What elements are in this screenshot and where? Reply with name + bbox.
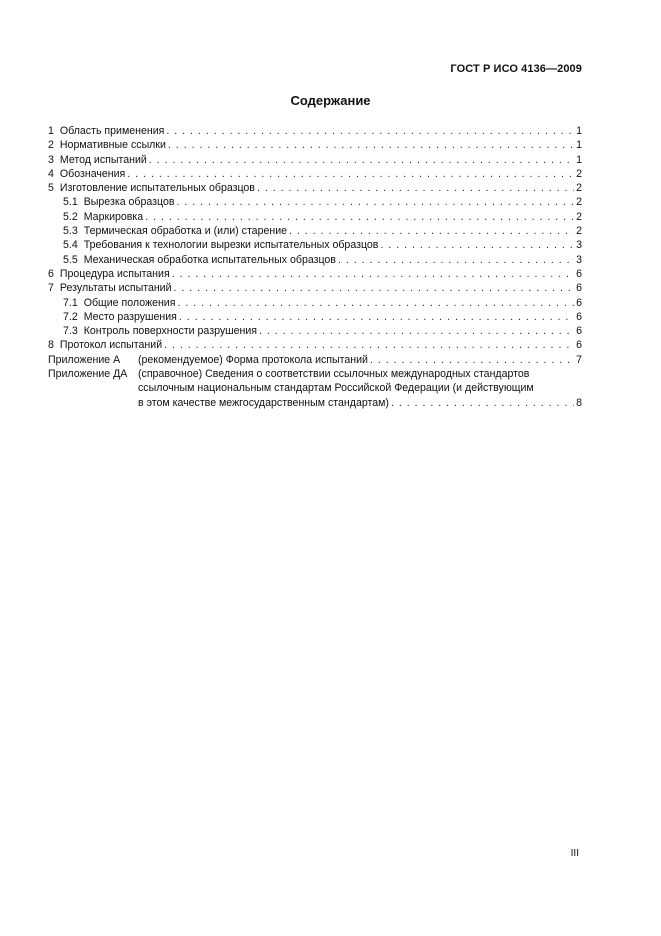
toc-entry-label: Результаты испытаний xyxy=(59,282,172,295)
table-of-contents xyxy=(48,124,582,410)
dot-leader xyxy=(145,210,574,224)
toc-entry-page: 6 xyxy=(576,325,582,338)
toc-entry-label: Общие положения xyxy=(83,296,176,309)
appendix-title-line: в этом качестве межгосударственным стандартам) xyxy=(138,396,389,409)
toc-entry-number: 3 xyxy=(48,153,54,166)
toc-entry-number: 1 xyxy=(48,125,54,137)
toc-entry-number: 5.2 xyxy=(63,210,78,223)
toc-entry-number: 5.1 xyxy=(63,196,78,209)
toc-entry-number: 7.3 xyxy=(63,325,78,338)
toc-entry[interactable] xyxy=(48,181,582,195)
toc-entry-page: 1 xyxy=(576,139,582,152)
toc-entry-page: 2 xyxy=(576,182,582,195)
toc-entry-number: 2 xyxy=(48,139,54,152)
toc-entry[interactable] xyxy=(48,253,582,267)
toc-entry-label: Нормативные ссылки xyxy=(59,139,166,152)
dot-leader xyxy=(289,224,574,238)
toc-entry[interactable] xyxy=(48,153,582,167)
toc-entry-label: Изготовление испытательных образцов xyxy=(59,182,255,195)
toc-entry-label: Место разрушения xyxy=(83,310,177,323)
toc-entry-number: 5.3 xyxy=(63,225,78,238)
dot-leader xyxy=(370,353,574,367)
dot-leader xyxy=(127,167,574,181)
dot-leader xyxy=(174,281,575,295)
dot-leader xyxy=(149,153,574,167)
toc-appendix-entry[interactable] xyxy=(48,353,582,367)
toc-entry-page: 6 xyxy=(576,267,582,280)
toc-entry-page: 6 xyxy=(576,339,582,352)
toc-entry[interactable] xyxy=(48,296,582,310)
dot-leader xyxy=(338,253,574,267)
toc-entry-number: 5.4 xyxy=(63,239,78,252)
dot-leader xyxy=(179,310,574,324)
toc-title: Содержание xyxy=(290,93,371,108)
toc-entry[interactable] xyxy=(48,238,582,252)
toc-entry-label: Метод испытаний xyxy=(59,153,147,166)
toc-entry-page: 1 xyxy=(576,153,582,166)
toc-entry-number: 5 xyxy=(48,182,54,195)
toc-entry-label: Термическая обработка и (или) старение xyxy=(83,225,288,238)
document-code: ГОСТ Р ИСО 4136—2009 xyxy=(450,63,582,75)
toc-entry-number: 4 xyxy=(48,167,54,180)
toc-entry[interactable] xyxy=(48,167,582,181)
toc-entry-label: Контроль поверхности разрушения xyxy=(83,325,258,338)
dot-leader xyxy=(166,124,574,138)
appendix-label: Приложение А xyxy=(48,353,121,366)
dot-leader xyxy=(168,138,574,152)
toc-appendix-entry[interactable] xyxy=(48,367,582,410)
toc-entry-label: Протокол испытаний xyxy=(59,339,163,352)
appendix-title-line: (рекомендуемое) Форма протокола испытаний xyxy=(138,353,368,366)
appendix-title-line: (справочное) Сведения о соответствии ссылочных международных стандартов xyxy=(138,368,530,381)
toc-entry-label: Требования к технологии вырезки испытательных образцов xyxy=(83,239,379,252)
toc-entry-label: Механическая обработка испытательных образцов xyxy=(83,253,336,266)
toc-entry[interactable] xyxy=(48,310,582,324)
dot-leader xyxy=(380,238,574,252)
toc-entry-label: Маркировка xyxy=(83,210,144,223)
toc-entry-page: 2 xyxy=(576,196,582,209)
toc-entry-page: 6 xyxy=(576,282,582,295)
appendix-page: 7 xyxy=(576,353,582,366)
toc-entry-page: 3 xyxy=(576,253,582,266)
toc-entry[interactable] xyxy=(48,210,582,224)
appendix-title-line: ссылочным национальным стандартам Российской Федерации (и действующим xyxy=(138,382,534,395)
toc-entry[interactable] xyxy=(48,338,582,352)
dot-leader xyxy=(176,195,574,209)
toc-entry-page: 2 xyxy=(576,225,582,238)
toc-entry[interactable] xyxy=(48,138,582,152)
appendix-label: Приложение ДА xyxy=(48,368,128,381)
toc-entry-label: Процедура испытания xyxy=(59,267,170,280)
toc-entry[interactable] xyxy=(48,124,582,138)
toc-entry-number: 6 xyxy=(48,267,54,280)
dot-leader xyxy=(177,296,574,310)
toc-entry-page: 2 xyxy=(576,210,582,223)
toc-entry-page: 3 xyxy=(576,239,582,252)
toc-entry[interactable] xyxy=(48,195,582,209)
page-number: III xyxy=(570,848,579,859)
toc-entry-page: 6 xyxy=(576,296,582,309)
dot-leader xyxy=(257,181,574,195)
toc-entry[interactable] xyxy=(48,267,582,281)
appendix-page: 8 xyxy=(576,396,582,409)
dot-leader xyxy=(391,396,574,410)
toc-entry[interactable] xyxy=(48,281,582,295)
toc-entry[interactable] xyxy=(48,324,582,338)
toc-entry-number: 8 xyxy=(48,339,54,352)
toc-entry-page: 2 xyxy=(576,167,582,180)
dot-leader xyxy=(172,267,574,281)
toc-entry-number: 7.2 xyxy=(63,310,78,323)
toc-entry-label: Область применения xyxy=(59,125,165,137)
toc-entry-label: Обозначения xyxy=(59,167,126,180)
dot-leader xyxy=(164,338,574,352)
toc-entry-label: Вырезка образцов xyxy=(83,196,175,209)
toc-entry-number: 7.1 xyxy=(63,296,78,309)
toc-entry-page: 6 xyxy=(576,310,582,323)
toc-entry[interactable] xyxy=(48,224,582,238)
toc-entry-number: 5.5 xyxy=(63,253,78,266)
toc-entry-page: 1 xyxy=(576,125,582,137)
toc-entry-number: 7 xyxy=(48,282,54,295)
dot-leader xyxy=(259,324,574,338)
